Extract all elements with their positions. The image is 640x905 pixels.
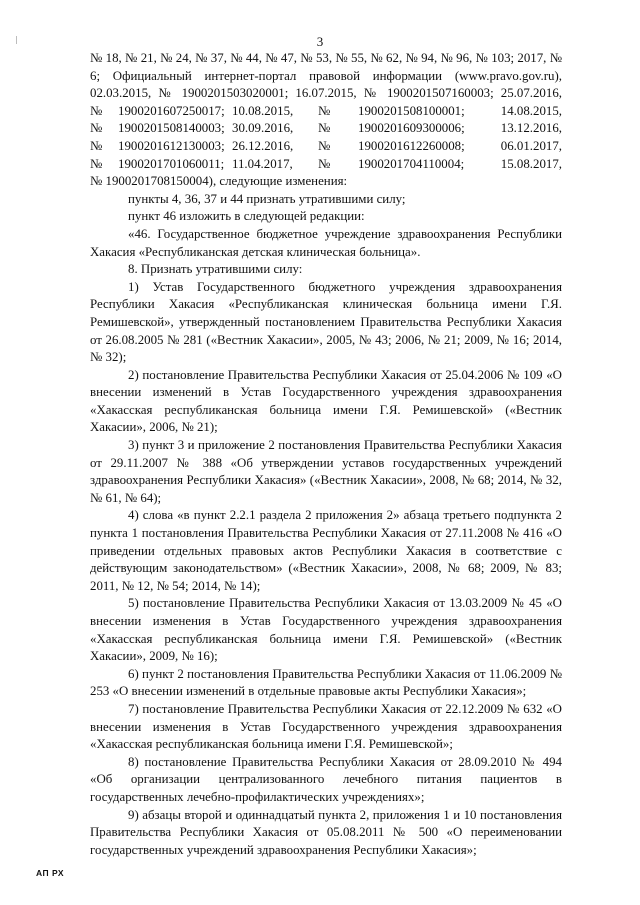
registry-closing-line: № 1900201708150004), следующие изменения: [90,174,348,189]
registry-row [90,156,562,174]
list-item: 4) слова «в пункт 2.2.1 раздела 2 приложения 2» абзаца третьего подпункта 2 пункта 1 постановления Правительства Республики Хакасия от 27.11.2008 № 416 «О приведении отдельных правовых актов Республики Хакасия в соответствие с действующим законодательством» («Вестник Хакасии», 2008, № 68; 2009, № 83; 2011, № 12, № 54; 2014, № 14); [90,508,562,593]
registry-cell: № [90,156,103,171]
list-item: 9) абзацы второй и одиннадцатый пункта 2, приложения 1 и 10 постановления Правительства Республики Хакасия от 05.08.2011 № 500 «О переименовании государственных учреждений здравоохранения Республики Хакасия»; [90,807,562,857]
list-item: 5) постановление Правительства Республики Хакасия от 13.03.2009 № 45 «О внесении изменения в Устав Государственного учреждения здравоохранения «Хакасская республиканская больница имени Г.Я. Ремишевской» («Вестник Хакасии», 2009, № 16); [90,596,562,664]
registry-cell: 11.04.2017, [232,156,293,171]
paragraph: пункт 46 изложить в следующей редакции: [128,209,365,224]
registry-cell: 1900201704110004; [358,156,465,171]
list-item: 2) постановление Правительства Республики Хакасия от 25.04.2006 № 109 «О внесении изменений в Устав Государственного учреждения здравоохранения «Хакасская республиканская больница имени Г.Я. Ремишевской» («Вестник Хакасии», 2006, № 21); [90,367,562,435]
registry-cell: 30.09.2016, [232,121,294,136]
registry-cell: 1900201508100001; [358,103,465,118]
registry-cell: 26.12.2016, [232,138,294,153]
registry-cell: № [90,121,103,136]
registry-row [90,138,562,156]
section-heading: 8. Признать утратившими силу: [128,262,303,277]
registry-cell: № [318,138,331,153]
registry-cell: 10.08.2015, [232,103,294,118]
registry-cell: № [90,138,103,153]
registry-cell: 13.12.2016, [500,121,562,136]
registry-cell: 1900201701060011; [118,156,225,171]
intro-paragraph: № 18, № 21, № 24, № 37, № 44, № 47, № 53, № 55, № 62, № 94, № 96, № 103; 2017, № 6; Официальный интернет-портал правовой информации (www.pravo.gov.ru), 02.03.2015, № 1900201503020001; 16.07.2015, № 1900201507160003; 25.07.2016, [90,51,562,101]
list-item: 8) постановление Правительства Республики Хакасия от 28.09.2010 № 494 «Об организации централизованного лечебного питания пациентов в государственных лечебно-профилактических учреждениях»; [90,754,562,804]
registry-row [90,120,562,138]
registry-cell: 1900201609300006; [358,121,465,136]
registry-row [90,103,562,121]
paragraph: пункты 4, 36, 37 и 44 признать утратившими силу; [128,191,406,206]
registry-cell: 1900201612130003; [118,138,225,153]
list-item: 1) Устав Государственного бюджетного учреждения здравоохранения Республики Хакасия «Республиканская клиническая больница имени Г.Я. Ремишевской», утвержденный постановлением Правительства Республики Хакасия от 26.08.2005 № 281 («Вестник Хакасии», 2005, № 43; 2006, № 21; 2009, № 16; 2014, № 32); [90,279,562,365]
paragraph: «46. Государственное бюджетное учреждение здравоохранения Республики Хакасия «Республиканская детская клиническая больница». [90,226,562,259]
registry-cell: № [318,121,331,136]
footer-code: АП РХ [36,868,65,878]
registry-cell: 1900201612260008; [358,138,465,153]
registry-cell: 1900201508140003; [118,121,225,136]
page-number: 3 [316,34,324,49]
registry-cell: № [318,103,331,118]
registry-cell: 15.08.2017, [500,156,562,171]
list-item: 3) пункт 3 и приложение 2 постановления Правительства Республики Хакасия от 29.11.2007 № 388 «Об утверждении уставов государственных учреждений здравоохранения Республики Хакасия» («Вестник Хакасии», 2008, № 68; 2014, № 32, № 61, № 64); [90,438,562,505]
registry-cell: 06.01.2017, [500,138,562,153]
registry-cell: 1900201607250017; [118,103,225,118]
list-item: 7) постановление Правительства Республики Хакасия от 22.12.2009 № 632 «О внесении изменения в Устав Государственного учреждения здравоохранения «Хакасская республиканская больница имени Г.Я. Ремишевской»; [90,701,562,752]
registry-cell: № [90,103,103,118]
list-item: 6) пункт 2 постановления Правительства Республики Хакасия от 11.06.2009 № 253 «О внесении изменений в отдельные правовые акты Республики Хакасия»; [90,666,562,699]
registry-cell: 14.08.2015, [500,103,562,118]
registry-cell: № [318,156,331,171]
document-body [90,50,562,859]
